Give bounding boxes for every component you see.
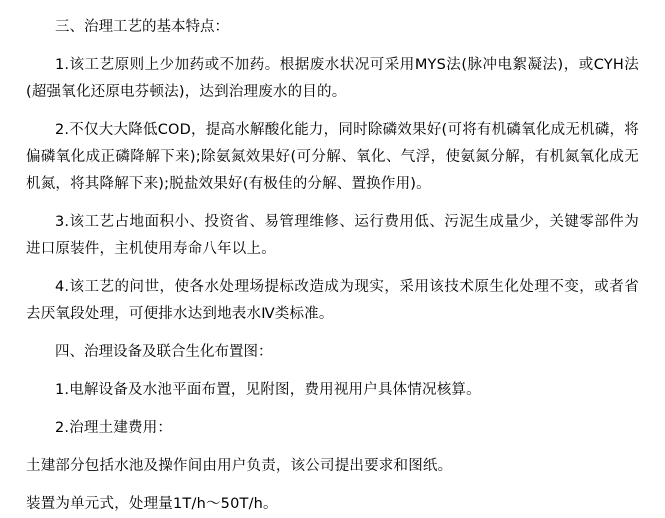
paragraph-4-3: 土建部分包括水池及操作间由用户负责，该公司提出要求和图纸。: [26, 458, 453, 474]
paragraph-3-4: 4.该工艺的问世，使各水处理场提标改造成为现实，采用该技术原生化处理不变，或者省去厌氧段处理，可便排水达到地表水Ⅳ类标准。: [26, 279, 639, 322]
paragraph-4-1: 1.电解设备及水池平面布置，见附图，费用视用户具体情况核算。: [55, 382, 481, 398]
paragraph-3-3: 3.该工艺占地面积小、投资省、易管理维修、运行费用低、污泥生成量少，关键零部件为进口原装件，主机使用寿命八年以上。: [26, 214, 639, 257]
section-heading-four: 四、治理设备及联合生化布置图：: [55, 344, 273, 360]
paragraph-3-1: 1.该工艺原则上少加药或不加药。根据废水状况可采用MYS法(脉冲电絮凝法)，或CYH法(超强氧化还原电芬顿法)，达到治理废水的目的。: [26, 57, 639, 100]
paragraph-4-2: 2.治理土建费用：: [55, 420, 173, 436]
section-heading-three: 三、治理工艺的基本特点：: [55, 19, 229, 35]
paragraph-4-4: 装置为单元式，处理量1T/h～50T/h。: [26, 496, 278, 512]
paragraph-3-2: 2.不仅大大降低COD，提高水解酸化能力，同时除磷效果好(可将有机磷氧化成无机磷，将偏磷氧化成正磷降解下来);除氨氮效果好(可分解、氧化、气浮，使氨氮分解，有机氮氧化成无机氮，将其降解下来);脱盐效果好(有极佳的分解、置换作用)。: [26, 122, 639, 192]
